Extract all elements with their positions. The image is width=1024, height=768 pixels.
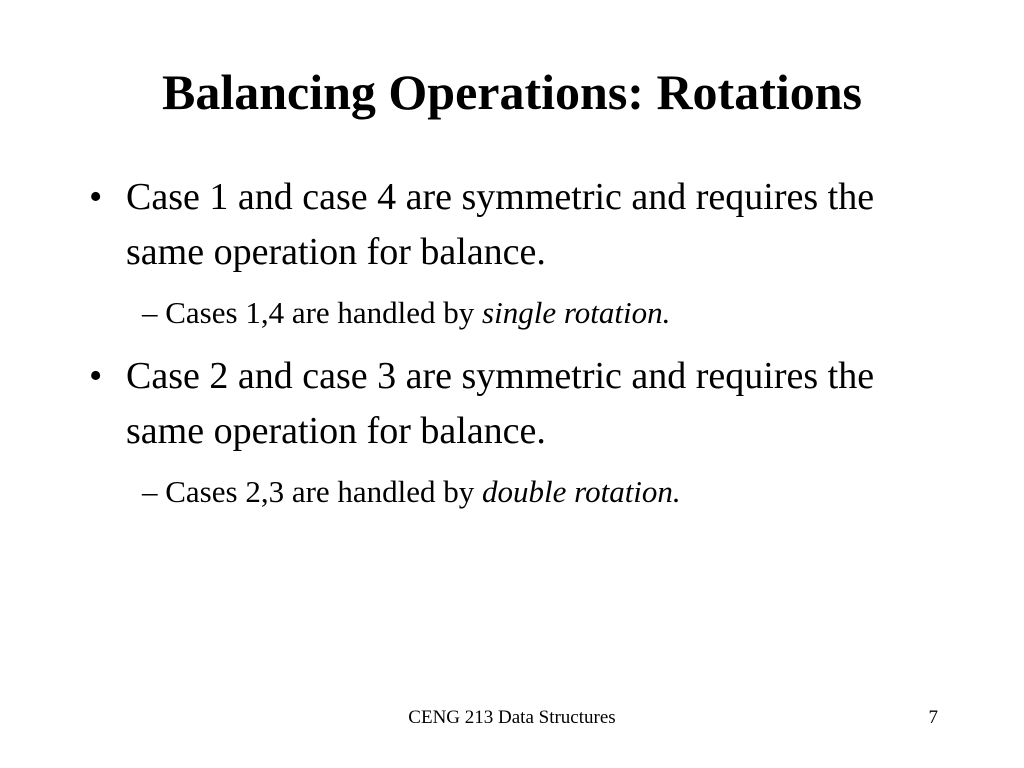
slide-title: Balancing Operations: Rotations: [161, 64, 863, 120]
sub-bullet-marker: –: [142, 295, 158, 330]
bullet-text: Case 1 and case 4 are symmetric and requires the same operation for balance.: [126, 176, 875, 273]
sub-bullet-text: Cases 2,3 are handled by: [165, 474, 475, 509]
footer-course-title: CENG 213 Data Structures: [408, 707, 616, 728]
sub-bullet-item: [142, 293, 670, 333]
sub-bullet-emphasis: single rotation.: [482, 295, 671, 330]
bullet-marker: •: [89, 355, 103, 397]
bullet-marker: •: [89, 176, 103, 218]
sub-bullet-marker: –: [142, 474, 158, 509]
sub-bullet-emphasis: double rotation.: [482, 474, 681, 509]
footer-page-number: 7: [928, 707, 938, 728]
sub-bullet-item: [142, 472, 681, 512]
bullet-text: Case 2 and case 3 are symmetric and requires the same operation for balance.: [126, 355, 875, 452]
sub-bullet-text: Cases 1,4 are handled by: [165, 295, 475, 330]
